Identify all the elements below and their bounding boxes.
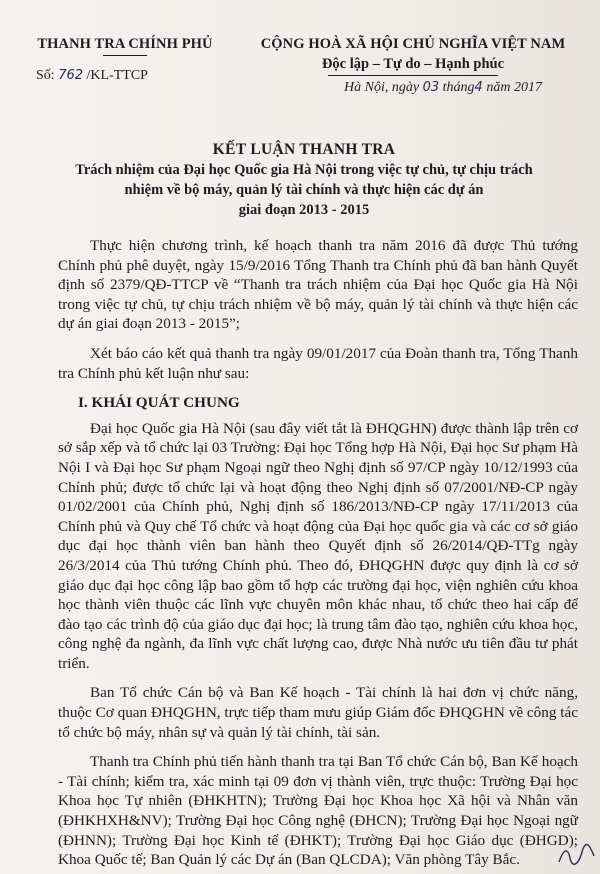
paragraph-2: Xét báo cáo kết quả thanh tra ngày 09/01/2017 của Đoàn thanh tra, Tổng Thanh tra Chính phủ kết luận như sau: — [58, 344, 578, 382]
doc-no-handwritten: 762 — [58, 68, 84, 83]
section-heading-1: I. KHÁI QUÁT CHUNG — [78, 394, 240, 412]
issuer-underline — [103, 55, 147, 56]
motto-underline — [328, 75, 498, 76]
issue-date — [238, 80, 588, 96]
date-prefix: Hà Nội, ngày — [344, 80, 420, 95]
document-body — [58, 236, 578, 874]
national-header — [238, 36, 588, 96]
nation-name: CỘNG HOÀ XÃ HỘI CHỦ NGHĨA VIỆT NAM — [260, 36, 566, 52]
document-number — [20, 68, 230, 84]
document-title-block — [30, 141, 578, 219]
doc-no-suffix: /KL-TTCP — [86, 68, 148, 83]
issuer-name: THANH TRA CHÍNH PHỦ — [37, 36, 213, 52]
issuer-block — [20, 36, 230, 84]
subtitle-line-3: giai đoạn 2013 - 2015 — [238, 202, 370, 218]
paragraph-1: Thực hiện chương trình, kế hoạch thanh tra năm 2016 đã được Thủ tướng Chính phủ phê duyệt, ngày 15/9/2016 Tổng Thanh tra Chính phủ đã ban hành Quyết định số 2379/QĐ-TTCP về “Thanh tra trách nhiệm của Đại học Quốc gia Hà Nội trong việc tự chủ, tự chịu trách nhiệm về bộ máy, quản lý tài chính và thực hiện các dự án giai đoạn 2013 - 2015”; — [58, 237, 578, 333]
date-day-handwritten: 03 — [422, 80, 440, 95]
paragraph-4: Ban Tổ chức Cán bộ và Ban Kế hoạch - Tài chính là hai đơn vị chức năng, thuộc Cơ quan ĐHQGHN, trực tiếp tham mưu giúp Giám đốc ĐHQGHN về công tác tổ chức bộ máy, nhân sự và quản lý tài chính, tài sản. — [58, 684, 578, 741]
doc-no-prefix: Số: — [36, 68, 55, 83]
paragraph-5: Thanh tra Chính phủ tiến hành thanh tra tại Ban Tổ chức Cán bộ, Ban Kế hoạch - Tài chính; kiểm tra, xác minh tại 09 đơn vị thành viên, trực thuộc: Trường Đại học Khoa học Tự nhiên (ĐHKHTN); Trường Đại học Khoa học Xã hội và Nhân văn (ĐHKHXH&NV); Trường Đại học Công nghệ (ĐHCN); Trường Đại học Ngoại ngữ (ĐHNN); Trường Đại học Kinh tế (ĐHKT); Trường Đại học Giáo dục (ĐHGD); Khoa Quốc tế; Ban Quản lý các Dự án (Ban QLCDA); Văn phòng Tây Bắc. — [58, 753, 578, 869]
subtitle-line-1: Trách nhiệm của Đại học Quốc gia Hà Nội trong việc tự chủ, tự chịu trách — [75, 162, 533, 178]
date-month-label: tháng — [442, 80, 475, 95]
subtitle-line-2: nhiệm về bộ máy, quản lý tài chính và thực hiện các dự án — [124, 182, 484, 198]
initials-signature-mark — [556, 842, 596, 868]
paragraph-3: Đại học Quốc gia Hà Nội (sau đây viết tắt là ĐHQGHN) được thành lập trên cơ sở sắp xếp và tổ chức lại 03 Trường: Đại học Tổng hợp Hà Nội, Đại học Sư phạm Hà Nội I và Đại học Sư phạm Ngoại ngữ theo Nghị định số 97/CP ngày 10/12/1993 của Chính phủ; được tổ chức lại và hoạt động theo Nghị định số 07/2001/NĐ-CP ngày 01/02/2001 của Chính phủ, Nghị định số 186/2013/NĐ-CP ngày 17/11/2013 của Chính phủ và Quy chế Tổ chức và hoạt động của Đại học quốc gia và các cơ sở giáo dục đại học thành viên ban hành theo Quyết định số 26/2014/QĐ-TTg ngày 26/3/2014 của Thủ tướng Chính phủ. Theo đó, ĐHQGHN được quy định là cơ sở giáo dục đại học công lập bao gồm tổ hợp các trường đại học, viện nghiên cứu khoa học thành viên thuộc các lĩnh vực chuyên môn khác nhau, tổ chức theo hai cấp để đào tạo các trình độ của giáo dục đại học; là trung tâm đào tạo, nghiên cứu khoa học, công nghệ đa ngành, đa lĩnh vực chất lượng cao, được Nhà nước ưu tiên đầu tư phát triển. — [58, 419, 578, 672]
date-month-handwritten: 4 — [474, 80, 483, 95]
national-motto: Độc lập – Tự do – Hạnh phúc — [321, 56, 505, 72]
document-title: KẾT LUẬN THANH TRA — [212, 141, 396, 158]
date-suffix: năm 2017 — [486, 80, 542, 95]
